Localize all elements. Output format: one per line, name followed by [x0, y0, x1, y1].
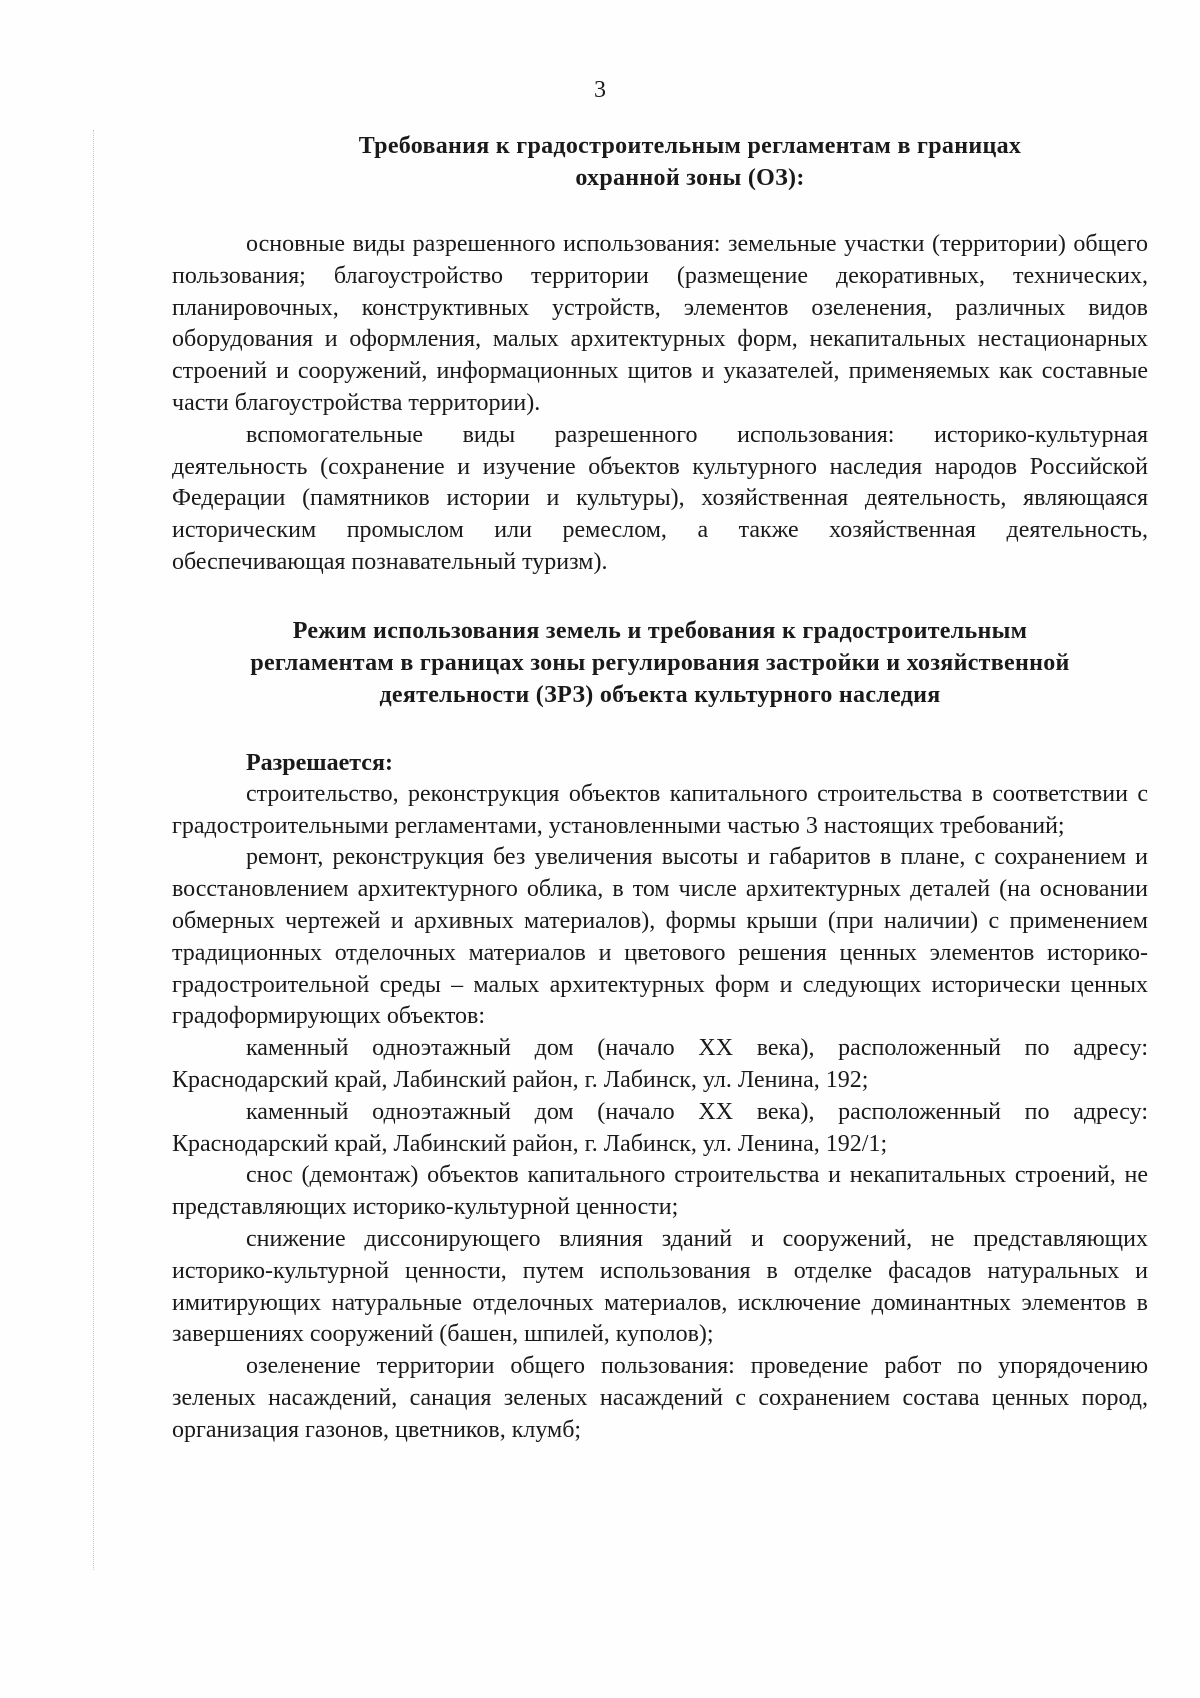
paragraph: снос (демонтаж) объектов капитального строительства и некапитальных строений, не представляющих историко-культурной ценности;	[172, 1162, 1148, 1221]
page-number: 3	[594, 77, 606, 103]
heading-line: Режим использования земель и требования к градостроительным	[292, 617, 1028, 644]
paragraph: основные виды разрешенного использования: земельные участки (территории) общего пользования; благоустройство территории (размещение декоративных, технических, планировочных, конструктивных устройств, элементов озеленения, различных видов оборудования и оформления, малых архитектурных форм, некапитальных нестационарных строений и сооружений, информационных щитов и указателей, применяемых как составные части благоустройства территории).	[172, 231, 1148, 416]
paragraph: вспомогательные виды разрешенного использования: историко-культурная деятельность (сохранение и изучение объектов культурного наследия народов Российской Федерации (памятников истории и культуры), хозяйственная деятельность, являющаяся историческим промыслом или ремеслом, а также хозяйственная деятельность, обеспечивающая познавательный туризм).	[172, 421, 1148, 575]
paragraph: снижение диссонирующего влияния зданий и сооружений, не представляющих историко-культурной ценности, путем использования в отделке фасадов натуральных и имитирующих натуральные отделочных материалов, исключение доминантных элементов в завершениях сооружений (башен, шпилей, куполов);	[172, 1225, 1148, 1348]
spacer	[172, 579, 1148, 615]
heading-line: регламентам в границах зоны регулирования застройки и хозяйственной	[250, 649, 1070, 676]
heading-line: охранной зоны (ОЗ):	[575, 165, 805, 191]
heading-line: Требования к градостроительным регламентам в границах	[358, 133, 1022, 159]
document-body	[172, 130, 1148, 1447]
spacer	[172, 194, 1148, 229]
paragraph: каменный одноэтажный дом (начало XX века), расположенный по адресу: Краснодарский край, Лабинский район, г. Лабинск, ул. Ленина, 192/1;	[172, 1098, 1148, 1157]
paragraph: озеленение территории общего пользования: проведение работ по упорядочению зеленых насаждений, санация зеленых насаждений с сохранением состава ценных пород, организация газонов, цветников, клумб;	[172, 1353, 1148, 1443]
paragraph: каменный одноэтажный дом (начало XX века), расположенный по адресу: Краснодарский край, Лабинский район, г. Лабинск, ул. Ленина, 192;	[172, 1035, 1148, 1093]
spacer	[172, 711, 1148, 747]
paragraph: строительство, реконструкция объектов капитального строительства в соответствии с градостроительными регламентами, установленными частью 3 настоящих требований;	[172, 780, 1148, 839]
margin-line	[93, 130, 94, 1570]
subheading-allowed: Разрешается:	[246, 749, 393, 776]
heading-line: деятельности (ЗРЗ) объекта культурного наследия	[379, 681, 941, 708]
section-heading-oz	[172, 130, 1148, 194]
section-heading-zrz	[172, 615, 1148, 711]
paragraph: ремонт, реконструкция без увеличения высоты и габаритов в плане, с сохранением и восстановлением архитектурного облика, в том числе архитектурных деталей (на основании обмерных чертежей и архивных материалов), формы крыши (при наличии) с применением традиционных отделочных материалов и цветового решения ценных элементов историко-градостроительной среды – малых архитектурных форм и следующих исторически ценных градоформирующих объектов:	[172, 844, 1148, 1030]
